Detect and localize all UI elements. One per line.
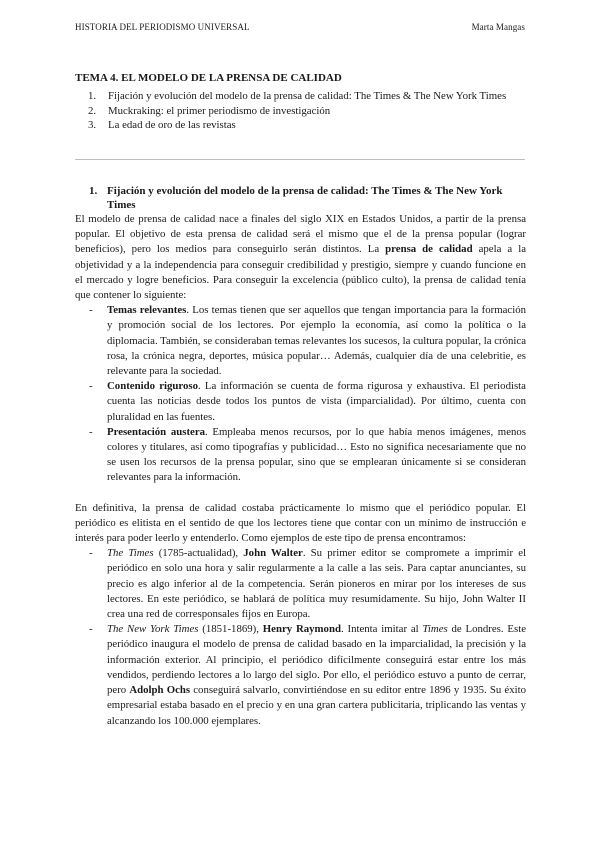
- toc-item-number: 2.: [88, 104, 97, 117]
- list-item: [75, 622, 526, 728]
- section-heading: [89, 184, 529, 213]
- newspaper-years: (1785-actualidad),: [153, 547, 244, 560]
- dash-bullet: -: [89, 547, 93, 560]
- intro-text-a: El modelo de prensa de calidad nace a finales del siglo XIX en Estados Unidos, a partir de la prensa popular. El objetivo de esta prensa de calidad será el mismo que el de la prensa popular (lograr beneficios), pero los medios para conseguirlo serán distintos. La: [75, 213, 526, 256]
- feature-text: . La información se cuenta de forma rigurosa y exhaustiva. El periodista cuenta las noticias desde todos los puntos de vista (imparcialidad). Por último, cuenta con pluralidad en las fuentes.: [107, 380, 526, 423]
- list-item: [75, 303, 526, 379]
- example-text: . Intenta imitar al: [340, 623, 423, 636]
- toc-item-number: 1.: [88, 90, 97, 102]
- newspaper-name: The Times: [107, 547, 154, 560]
- dash-bullet: -: [89, 425, 93, 438]
- toc-item-text: Muckraking: el primer periodismo de investigación: [108, 104, 331, 117]
- list-item: [75, 379, 526, 425]
- list-item: [75, 425, 526, 486]
- section-body: [75, 212, 526, 729]
- list-item: [75, 546, 526, 622]
- feature-term: Presentación austera: [107, 425, 206, 438]
- toc-item: [88, 104, 528, 119]
- feature-term: Contenido riguroso: [107, 380, 198, 393]
- newspaper-years: (1851-1869),: [198, 623, 263, 636]
- features-list: [75, 303, 526, 485]
- dash-bullet: -: [89, 380, 93, 393]
- section-number: 1.: [89, 185, 98, 197]
- newspaper-reference: Times: [422, 623, 448, 636]
- toc-item-text: La edad de oro de las revistas: [108, 119, 236, 132]
- dash-bullet: -: [89, 304, 93, 317]
- intro-text-b: apela a la objetividad y a la independencia para conseguir credibilidad y prestigio, siempre y cuando funcione en el mercado y logre beneficios. Para conseguir la excelencia (público culto), la prensa de calidad tenía que contener lo siguiente:: [75, 243, 526, 302]
- editor-name: Adolph Ochs: [129, 684, 191, 697]
- feature-term: Temas relevantes: [107, 304, 187, 317]
- newspaper-name: The New York Times: [107, 623, 199, 636]
- feature-text: . Los temas tienen que ser aquellos que tengan importancia para la formación y promoción social de los lectores. Por ejemplo la economía, así como la política o la diplomacia. También, se consideraban temas relevantes los sucesos, la cultura popular, la crónica rosa, la crónica negra, deportes, música popular… Además, cualquier día de una celebritie, es relevante para la sociedad.: [107, 304, 526, 378]
- section-title: Fijación y evolución del modelo de la prensa de calidad: The Times & The New York Times: [107, 185, 503, 212]
- summary-paragraph: En definitiva, la prensa de calidad costaba prácticamente lo mismo que el periódico popular. El periódico es elitista en el sentido de que los lectores tiene que contar con un mínimo de instrucción e interés para poder leerlo y entenderlo. Como ejemplos de este tipo de prensa encontramos:: [75, 501, 526, 545]
- dash-bullet: -: [89, 623, 93, 636]
- example-text: conseguirá salvarlo, convirtiéndose en su editor entre 1896 y 1935. Su éxito empresarial estaba basado en el precio y en una gran cartera publicitaria, triplicando las ventas y alcanzando los 100.000 ejemplares.: [107, 684, 526, 727]
- toc-item: [88, 118, 528, 133]
- intro-bold-term: prensa de calidad: [385, 243, 473, 256]
- header-course-title: HISTORIA DEL PERIODISMO UNIVERSAL: [75, 22, 250, 32]
- toc-item-number: 3.: [88, 119, 97, 132]
- example-text: . Su primer editor se compromete a imprimir el periódico en solo una hora y salir regularmente a la calle a las seis. Para captar anunciantes, su precio es algo inferior al de la competencia. Serán pioneros en mirar por los intereses de sus lectores. En este periódico, se hablará de política muy resumidamente. Su hijo, John Walter II crea una red de corresponsales fijos en Europa.: [107, 547, 526, 621]
- intro-paragraph: [75, 212, 526, 303]
- header-author: Marta Mangas: [471, 22, 525, 32]
- feature-text: . Empleaba menos recursos, por lo que había menos imágenes, menos colores y titulares, así como tipografías y publicidad… Esto no significa necesariamente que no se usen los recursos de la prensa popular, sino que se emplearan únicamente si se consideran relevantes para la información.: [107, 425, 526, 484]
- toc-item-text: Fijación y evolución del modelo de la prensa de calidad: The Times & The New York Times: [108, 90, 507, 102]
- toc-item: [88, 89, 528, 104]
- table-of-contents: [88, 89, 528, 133]
- examples-list: [75, 546, 526, 728]
- editor-name: Henry Raymond: [262, 623, 341, 636]
- editor-name: John Walter: [243, 547, 303, 560]
- section-divider: [75, 159, 525, 160]
- unit-title: TEMA 4. EL MODELO DE LA PRENSA DE CALIDAD: [75, 72, 342, 84]
- example-text: de Londres. Este periódico inaugura el modelo de prensa de calidad basado en la imparcialidad, la precisión y la información exterior. Al principio, el periódico difícilmente conseguirá estar entre los más vendidos, perdiendo lectores a lo largo del siglo. Por ello, el periódico estuvo a punto de cerrar, pero: [107, 623, 526, 697]
- paragraph-spacer: [75, 486, 526, 501]
